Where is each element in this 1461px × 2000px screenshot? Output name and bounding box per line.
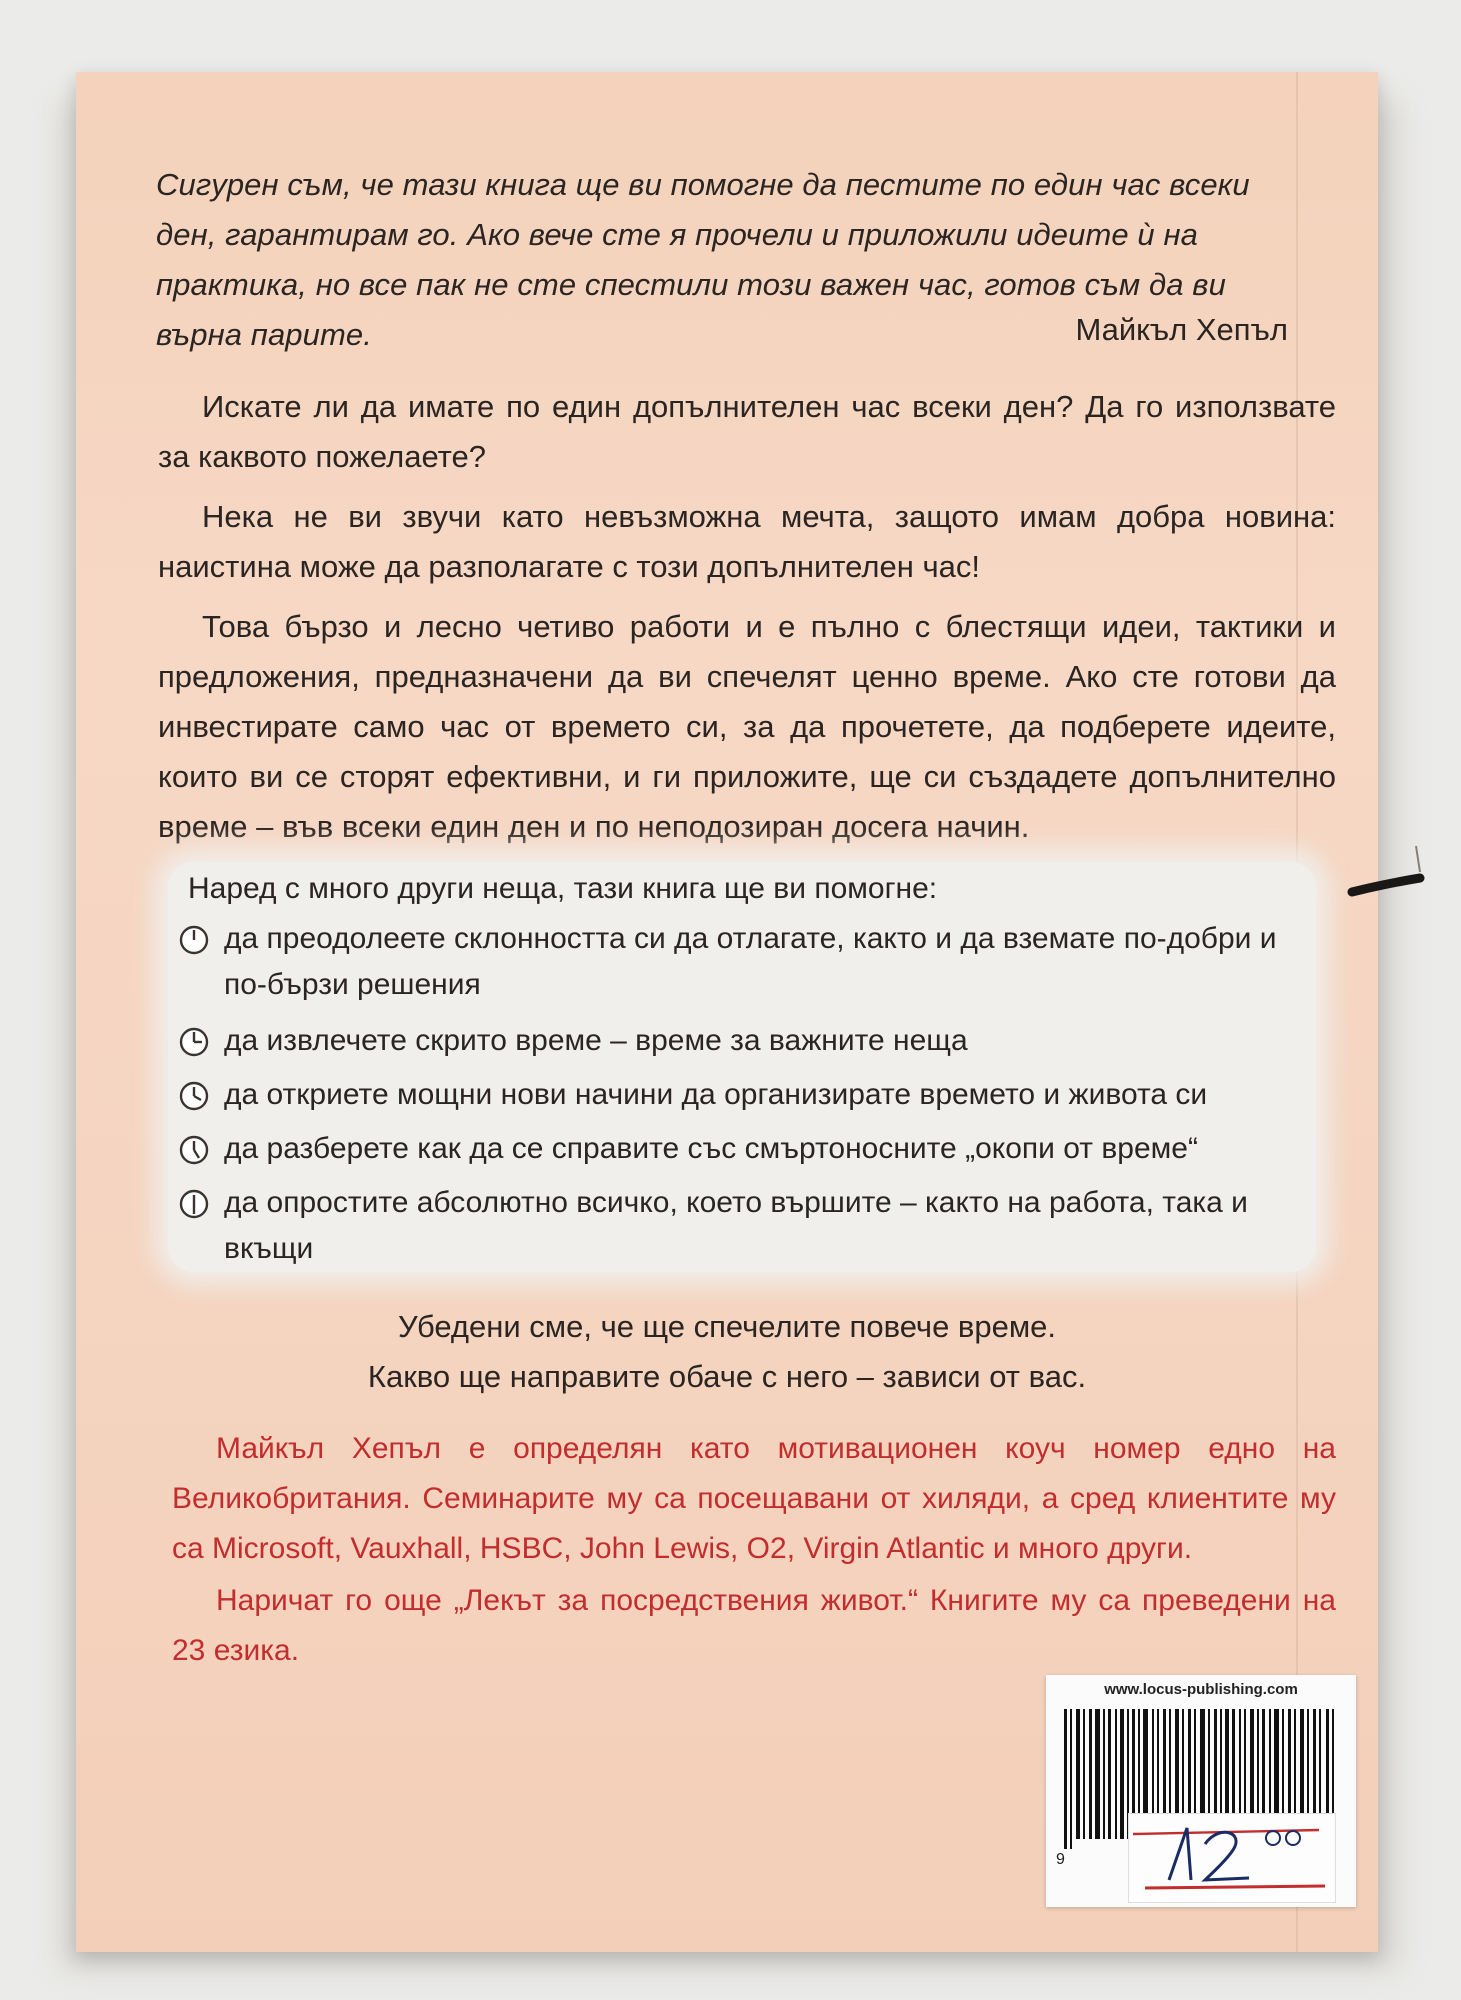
author-bio-2 <box>172 1576 1336 1676</box>
quote-author: Майкъл Хепъл <box>1075 312 1288 347</box>
paragraph-3-text: Това бързо и лесно четиво работи и е пълно с блестящи идеи, тактики и предложения, предназначени да ви спечелят ценно време. Ако сте готови да инвестирате само час от времето си, за да прочетете, да подберете идеите, които ви се сторят ефективни, и ги приложите, ще си създадете допълнително време – във всеки един ден и по неподозиран досега начин. <box>158 609 1336 844</box>
author-bio-1-text: Майкъл Хепъл е определян като мотивационен коуч номер едно на Великобритания. Семинарите му са посещавани от хиляди, а сред клиентите му са Microsoft, Vauxhall, HSBC, John Lewis, O2, Virgin Atlantic и много други. <box>172 1432 1336 1565</box>
clock-icon <box>178 1188 210 1220</box>
barcode-sticker <box>1046 1675 1356 1907</box>
pen-mark-icon <box>1346 842 1426 912</box>
paragraph-2-text: Нека не ви звучи като невъзможна мечта, защото имам добра новина: наистина може да разполагате с този допълнителен час! <box>158 499 1336 584</box>
author-bio-1 <box>172 1424 1336 1574</box>
quote-text: Сигурен съм, че тази книга ще ви помогне да пестите по един час всеки ден, гарантирам го. Ако вече сте я прочели и приложили идеите ѝ на практика, но все пак не сте спестили този важен час, готов съм да ви върна парите. <box>156 167 1250 352</box>
clock-icon <box>178 1026 210 1058</box>
publisher-url: www.locus-publishing.com <box>1104 1681 1298 1698</box>
benefit-item <box>178 1180 1308 1272</box>
benefits-box <box>168 862 1316 1272</box>
benefit-text: да преодолеете склонността си да отлагате, както и да вземате по-добри и по-бързи решения <box>224 922 1277 1001</box>
closing-line-2: Какво ще направите обаче с него – зависи от вас. <box>367 1359 1087 1394</box>
clock-icon <box>178 1134 210 1166</box>
benefit-text: да разберете как да се справите със смъртоносните „окопи от време“ <box>224 1132 1198 1165</box>
benefit-text: да опростите абсолютно всичко, което вършите – както на работа, така и вкъщи <box>224 1186 1248 1265</box>
book-back-cover <box>76 72 1378 1952</box>
benefit-item <box>178 1126 1308 1172</box>
benefit-item <box>178 1018 1308 1064</box>
paragraph-1 <box>158 382 1336 482</box>
benefit-text: да откриете мощни нови начини да организирате времето и живота си <box>224 1078 1208 1111</box>
barcode-digits: 9 <box>1056 1851 1065 1868</box>
paragraph-3 <box>158 602 1336 852</box>
paragraph-1-text: Искате ли да имате по един допълнителен час всеки ден? Да го използвате за каквото пожелаете? <box>158 389 1336 474</box>
paragraph-2 <box>158 492 1336 592</box>
clock-icon <box>178 924 210 956</box>
price-tag <box>1128 1813 1336 1903</box>
handwritten-price-icon <box>1129 1814 1335 1902</box>
benefit-item <box>178 1072 1308 1118</box>
benefits-intro: Наред с много други неща, тази книга ще ви помогне: <box>188 872 938 905</box>
closing-line-1: Убедени сме, че ще спечелите повече време. <box>397 1309 1057 1344</box>
benefit-item <box>178 916 1308 1008</box>
author-bio-2-text: Наричат го още „Лекът за посредствения живот.“ Книгите му са преведени на 23 езика. <box>172 1584 1336 1667</box>
benefit-text: да извлечете скрито време – време за важните неща <box>224 1024 968 1057</box>
clock-icon <box>178 1080 210 1112</box>
